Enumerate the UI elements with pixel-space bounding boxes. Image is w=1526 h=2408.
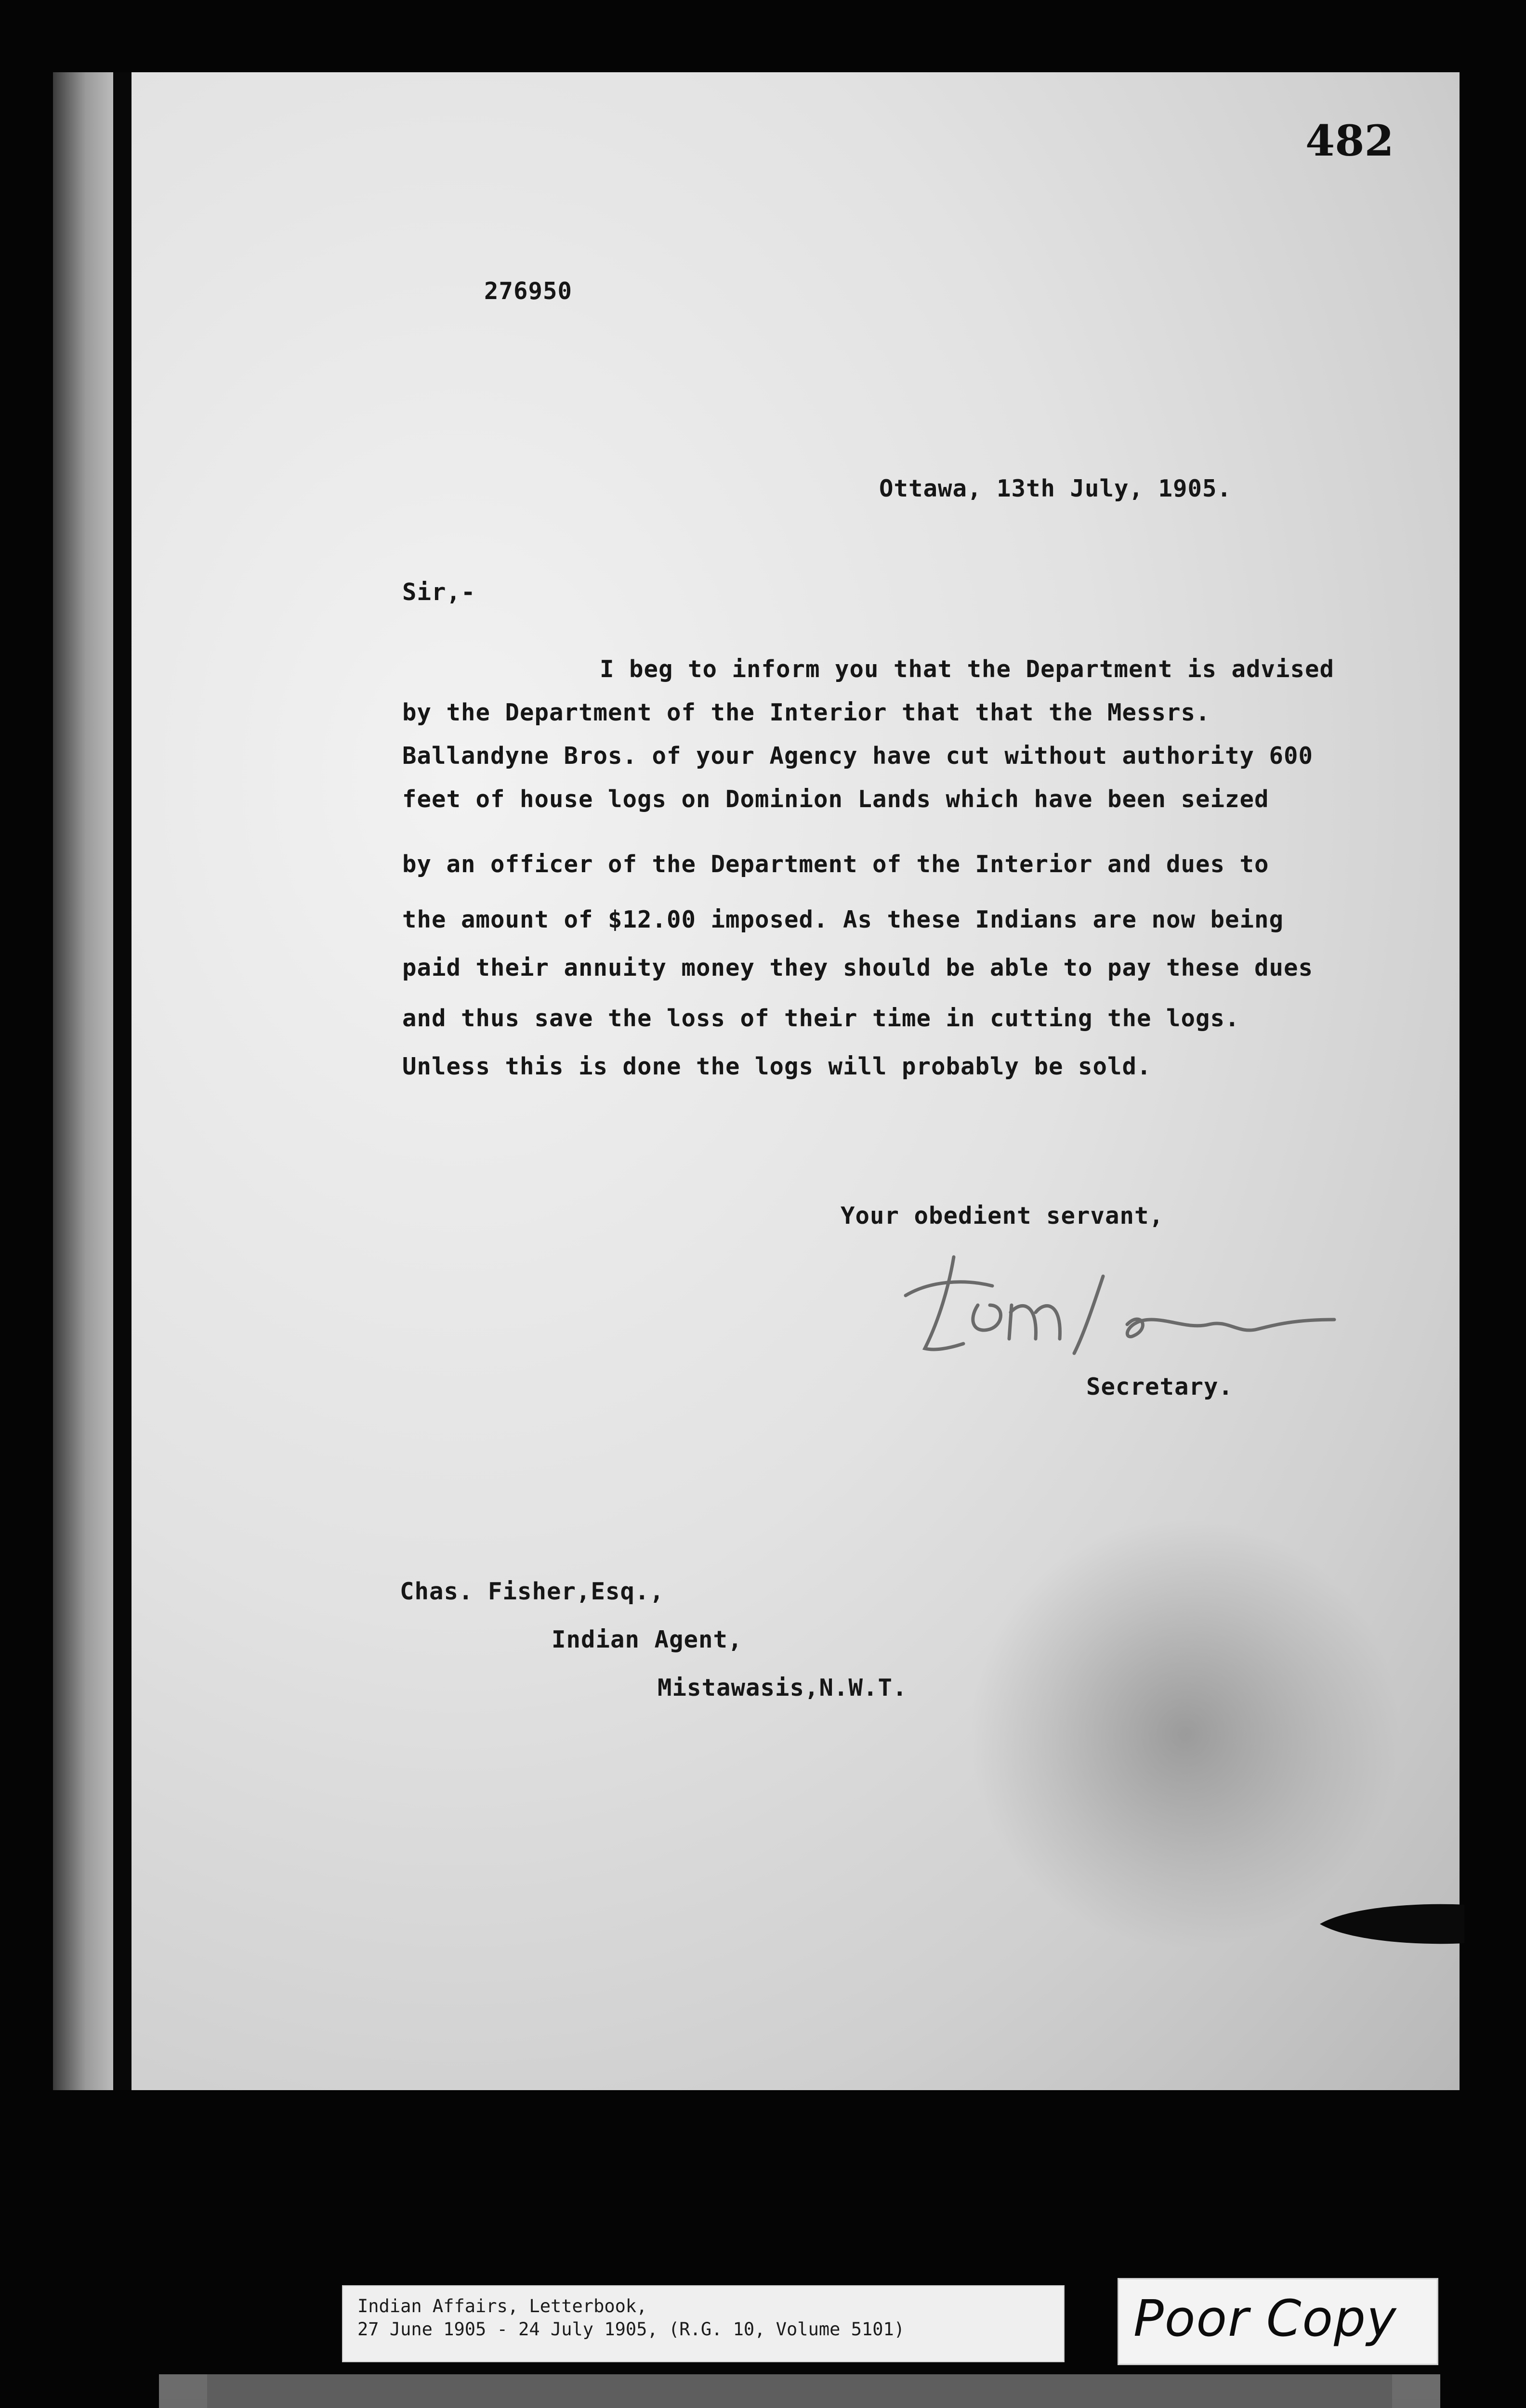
salutation: Sir,- xyxy=(402,578,476,606)
body-line: by an officer of the Department of the Interior and dues to xyxy=(402,851,1269,878)
body-line: I beg to inform you that the Department is advised xyxy=(600,655,1335,683)
body-line: feet of house logs on Dominion Lands which have been seized xyxy=(402,785,1269,813)
handwritten-signature xyxy=(901,1252,1354,1377)
addressee-location: Mistawasis,N.W.T. xyxy=(658,1674,908,1701)
addressee-name: Chas. Fisher,Esq., xyxy=(400,1578,665,1605)
binding-line xyxy=(113,72,132,2090)
letter-page xyxy=(125,72,1460,2090)
closing: Your obedient servant, xyxy=(841,1202,1164,1230)
poor-copy-text: Poor Copy xyxy=(1133,2289,1397,2348)
body-line: the amount of $12.00 imposed. As these Indians are now being xyxy=(402,906,1284,933)
public-archives-stamp xyxy=(159,2374,1440,2408)
stamp-panel xyxy=(207,2374,1392,2408)
archive-label-line: 27 June 1905 - 24 July 1905, (R.G. 10, Volume 5101) xyxy=(357,2319,905,2340)
addressee-title: Indian Agent, xyxy=(552,1626,743,1653)
page-number: 482 xyxy=(1305,116,1394,166)
signer-title: Secretary. xyxy=(1086,1373,1234,1400)
file-number: 276950 xyxy=(484,277,573,305)
body-line: Unless this is done the logs will probably be sold. xyxy=(402,1053,1152,1080)
body-line: Ballandyne Bros. of your Agency have cut without authority 600 xyxy=(402,742,1314,770)
place-date: Ottawa, 13th July, 1905. xyxy=(879,475,1232,502)
archive-label-line: Indian Affairs, Letterbook, xyxy=(357,2296,647,2316)
page-stain xyxy=(968,1517,1402,1950)
poor-copy-note xyxy=(1118,2278,1438,2365)
body-line: and thus save the loss of their time in cutting the logs. xyxy=(402,1005,1240,1032)
body-line: paid their annuity money they should be able to pay these dues xyxy=(402,954,1314,982)
body-line: by the Department of the Interior that that the Messrs. xyxy=(402,699,1210,726)
archive-reference-label xyxy=(342,2285,1065,2362)
page-flap-shadow xyxy=(1320,1902,1464,1946)
